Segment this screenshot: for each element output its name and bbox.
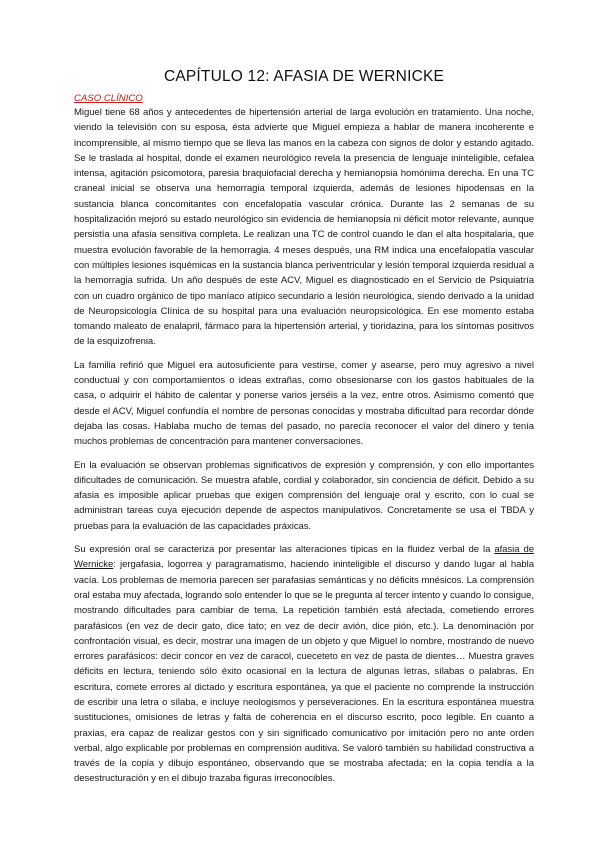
paragraph-oral-expression [74, 542, 534, 787]
paragraph-text-start: Su expresión oral se caracteriza por presentar las alteraciones típicas en la fluidez verbal de la [74, 544, 495, 556]
paragraph-evaluation: En la evaluación se observan problemas significativos de expresión y comprensión, y con ello importantes dificultades de comunicación. Se muestra afable, cordial y colaborador, sin conciencia de déficit. Debido a su afasia es imposible aplicar pruebas que exigen comprensión del lenguaje oral y escrito, con lo cual se administran tareas cuya ejecución depende de aspectos manipulativos. Concretamente se usa el TBDA y pruebas para la evaluación de las capacidades práxicas. [74, 459, 534, 532]
chapter-title: CAPÍTULO 12: AFASIA DE WERNICKE [163, 68, 445, 85]
wernicke-aphasia-link[interactable]: afasia de Wernicke [74, 544, 534, 571]
section-label-caso-clinico: CASO CLÍNICO [74, 93, 143, 104]
paragraph-family-report: La familia refirió que Miguel era autosuficiente para vestirse, comer y asearse, pero muy agresivo a nivel conductual y con comportamientos o ideas extrañas, como obsesionarse con los gastos habituales de la casa, o adquirir el hábito de calentar y ponerse varios jerséis a la vez, entre otros. Asimismo comentó que desde el ACV, Miguel confundía el nombre de personas conocidas y mostraba dificultad para recordar dónde dejaba las cosas. Hablaba mucho de temas del pasado, no parecía reconocer el valor del dinero y tenía muchos problemas de concentración para mantener conversaciones. [74, 359, 534, 448]
paragraph-text-end: : jergafasia, logorrea y paragramatismo, haciendo ininteligible el discurso y dando lugar al habla vacía. Los problemas de memoria parecen ser parafasias semánticas y no déficits mnésicos. La comprensión oral estaba muy afectada, logrando solo entender lo que se le pregunta al tercer intento y cuando lo consigue, mostrando dificultades para cambiar de tema. La repetición también está afectada, cometiendo errores parafásicos (en vez de decir gato, dice tato; en vez de decir avión, dice pión, etc.). La denominación por confrontación visual, es decir, mostrar una imagen de un objeto y que Miguel lo nombre, mostrando de nuevo errores parafásicos: decir concor en vez de caracol, cueceteto en vez de pasta de dientes… Muestra graves déficits en lectura, teniendo sólo éxito ocasional en la lectura de algunas letras, sílabas o palabras. En escritura, comete errores al dictado y escritura espontánea, ya que el paciente no comprende la instrucción de escribir una letra o sílaba, e incluye neologismos y perseveraciones. En la escritura espontánea muestra sustituciones, omisiones de letras y falta de coherencia en el discurso escrito, poco legible. En cuanto a praxias, era capaz de realizar gestos con y sin significado comunicativo por imitación pero no ante orden verbal, algo explicable por problemas en comprensión auditiva. Se valoró también su habilidad constructiva a través de la copia y dibujo espontáneo, observando que se mostraba afectada; en la copia tendía a la desestructuración y en el dibujo trazaba figuras irreconocibles. [74, 559, 534, 785]
paragraph-case-history: Miguel tiene 68 años y antecedentes de hipertensión arterial de larga evolución en tratamiento. Una noche, viendo la televisión con su esposa, ésta advierte que Miguel empieza a hablar de manera incoherente e incomprensible, al mismo tiempo que se lleva las manos en la cabeza con signos de dolor y estando agitado. Se le traslada al hospital, donde el examen neurológico revela la presencia de lenguaje ininteligible, cefalea intensa, agitación psicomotora, paresia braquiofacial derecha y hemianopsia homónima derecha. En una TC craneal inicial se observa una hemorragia temporal izquierda, además de lesiones hipodensas en la sustancia blanca concomitantes con encefalopatía vascular crónica. Durante las 2 semanas de su hospitalización mejoró su estado neurológico sin evidencia de hemianopsia ni déficit motor relevante, aunque persistía una afasia sensitiva completa. Le realizan una TC de control cuando le dan el alta hospitalaria, que muestra evolución favorable de la hemorragia. 4 meses después, una RM indica una encefalopatía vascular con múltiples lesiones isquémicas en la sustancia blanca periventricular y lesión temporal izquierda residual a la hemorragia sufrida. Un año después de este ACV, Miguel es diagnosticado en el Servicio de Psiquiatría con un cuadro orgánico de tipo maníaco atípico secundario a lesión neurológica, siendo derivado a la unidad de Neuropsicología Clínica de su hospital para una evaluación neuropsicológica. En ese momento estaba tomando maleato de enalapril, fármaco para la hipertensión arterial, y tioridazina, para los síntomas positivos de la esquizofrenia. [74, 107, 534, 348]
